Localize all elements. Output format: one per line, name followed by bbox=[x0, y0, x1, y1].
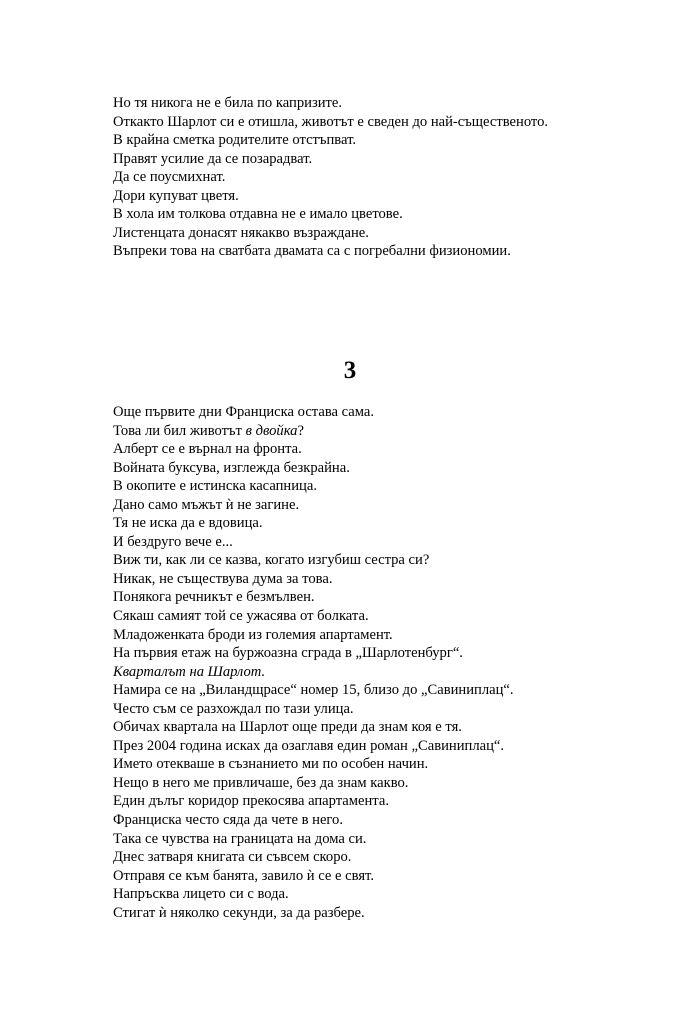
text-line: Откакто Шарлот си е отишла, животът е сведен до най-същественото. bbox=[113, 113, 549, 130]
text-line: Нещо в него ме привличаше, без да знам какво. bbox=[113, 774, 409, 791]
chapter-text bbox=[113, 403, 613, 922]
text-line bbox=[113, 422, 613, 441]
text-line: Сякаш самият той се ужасява от болката. bbox=[113, 608, 369, 625]
text-line: И бездруго вече е... bbox=[113, 533, 233, 550]
text-line: Името отекваше в съзнанието ми по особен начин. bbox=[113, 756, 429, 773]
text-line: Дори купуват цветя. bbox=[113, 187, 239, 204]
text-segment: ? bbox=[297, 422, 304, 439]
text-line: Алберт се е върнал на фронта. bbox=[113, 441, 302, 458]
text-line: Днес затваря книгата си съвсем скоро. bbox=[113, 849, 352, 866]
text-line: Виж ти, как ли се казва, когато изгубиш сестра си? bbox=[113, 552, 430, 569]
text-line: Дано само мъжът ѝ не загине. bbox=[113, 496, 300, 513]
text-line: Да се поусмихнат. bbox=[113, 169, 226, 186]
text-line: Един дълъг коридор прекосява апартамента. bbox=[113, 793, 389, 810]
text-line: Стигат ѝ няколко секунди, за да разбере. bbox=[113, 904, 365, 921]
text-line: Правят усилие да се позарадват. bbox=[113, 150, 313, 167]
text-line: Листенцата донасят някакво възраждане. bbox=[113, 224, 369, 241]
text-line: Така се чувства на границата на дома си. bbox=[113, 830, 367, 847]
text-line: Но тя никога не е била по капризите. bbox=[113, 95, 343, 111]
chapter-number: 3 bbox=[343, 357, 357, 384]
text-line: Отправя се към банята, завило ѝ се е свят. bbox=[113, 867, 374, 884]
text-line: На първия етаж на буржоазна сграда в „Шарлотенбург“. bbox=[113, 645, 463, 662]
top-paragraph bbox=[113, 94, 613, 261]
text-line: Франциска често сяда да чете в него. bbox=[113, 812, 344, 829]
text-line: Обичах квартала на Шарлот още преди да знам коя е тя. bbox=[113, 719, 462, 736]
text-line: Още първите дни Франциска остава сама. bbox=[113, 404, 375, 420]
italic-emphasis: в двойка bbox=[245, 422, 298, 439]
text-line: В окопите е истинска касапница. bbox=[113, 478, 317, 495]
italic-text-line: Кварталът на Шарлот. bbox=[113, 663, 266, 680]
text-line: Никак, не съществува дума за това. bbox=[113, 570, 333, 587]
text-line: Намира се на „Виландщрасе“ номер 15, близо до „Савиниплац“. bbox=[113, 682, 514, 699]
text-line: Напръсква лицето си с вода. bbox=[113, 886, 289, 903]
text-line: Често съм се разхождал по тази улица. bbox=[113, 700, 354, 717]
text-line: Войната буксува, изглежда безкрайна. bbox=[113, 459, 350, 476]
text-line: В хола им толкова отдавна не е имало цветове. bbox=[113, 206, 403, 223]
text-line: Въпреки това на сватбата двамата са с погребални физиономии. bbox=[113, 243, 511, 260]
text-line: В крайна сметка родителите отстъпват. bbox=[113, 132, 357, 149]
text-segment: Това ли бил животът bbox=[113, 422, 246, 439]
text-line: Младоженката броди из големия апартамент. bbox=[113, 626, 393, 643]
text-line: Тя не иска да е вдовица. bbox=[113, 515, 263, 532]
text-line: Понякога речникът е безмълвен. bbox=[113, 589, 315, 606]
text-line: През 2004 година исках да озаглавя един роман „Савиниплац“. bbox=[113, 737, 505, 754]
